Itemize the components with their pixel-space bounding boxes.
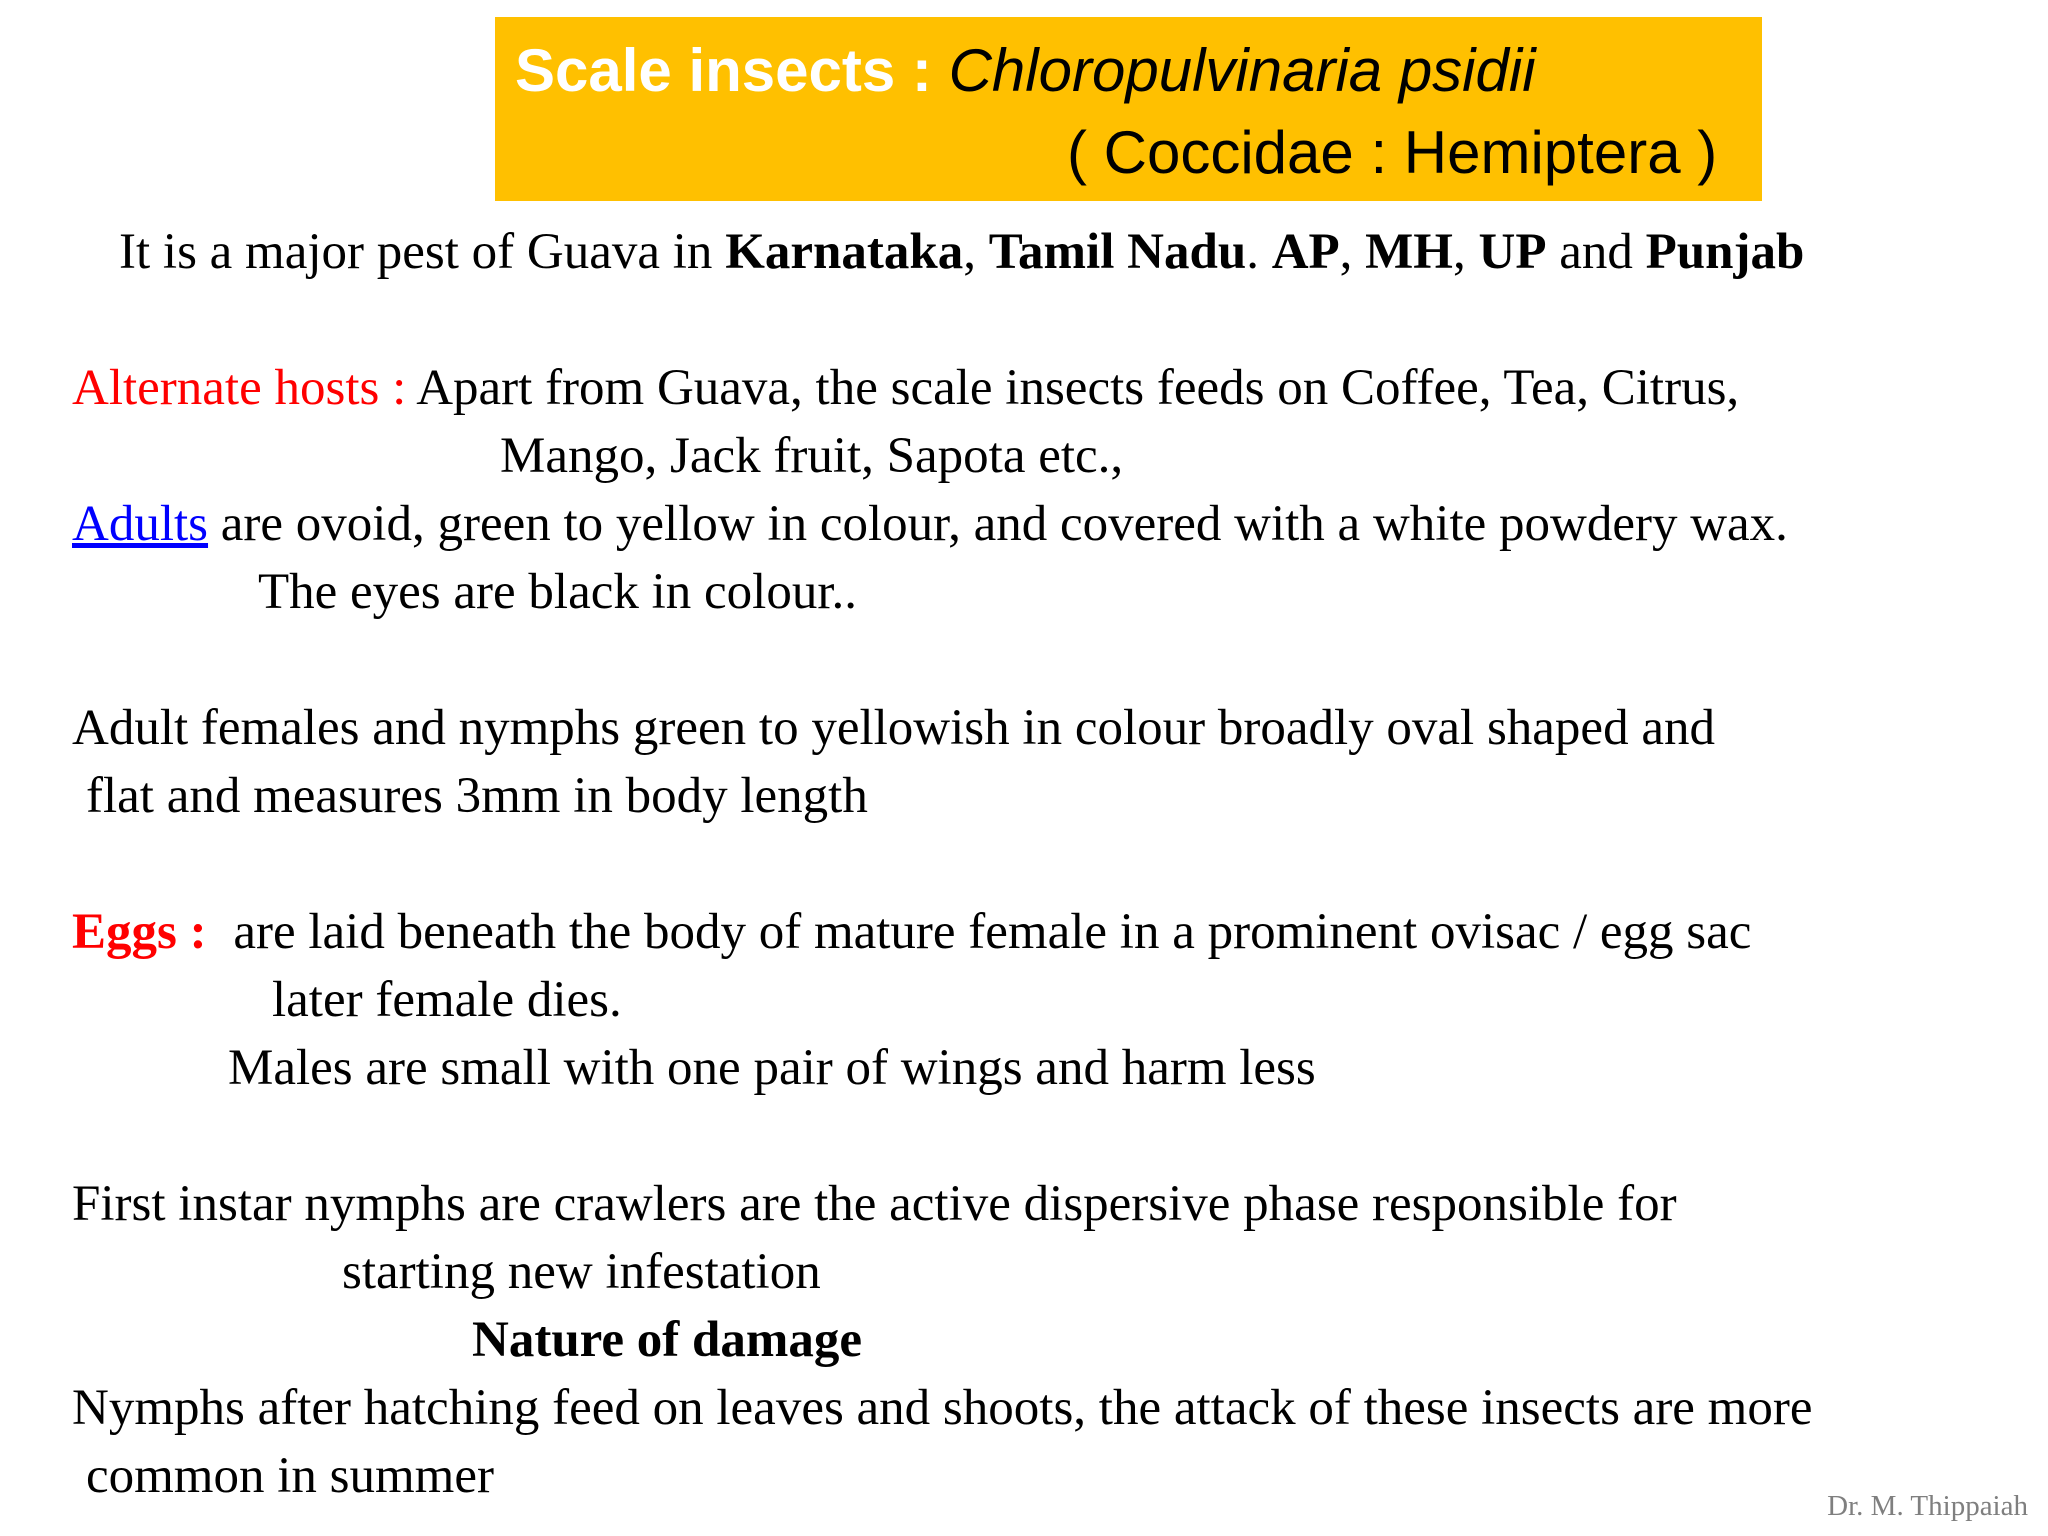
alternate-hosts-line1: Alternate hosts : Apart from Guava, the scale insects feeds on Coffee, Tea, Citrus, — [72, 360, 1740, 416]
intro-line: It is a major pest of Guava in Karnataka, Tamil Nadu. AP, MH, UP and Punjab — [119, 224, 1805, 280]
title-banner — [495, 17, 1762, 201]
state-up: UP — [1478, 224, 1547, 280]
females-line2: flat and measures 3mm in body length — [86, 768, 868, 824]
adults-line1: Adults are ovoid, green to yellow in colour, and covered with a white powdery wax. — [72, 496, 1788, 552]
state-ap: AP — [1271, 224, 1340, 280]
adults-line2: The eyes are black in colour.. — [258, 564, 858, 620]
eggs-line2: later female dies. — [272, 972, 622, 1028]
damage-line1: Nymphs after hatching feed on leaves and shoots, the attack of these insects are more — [72, 1380, 1813, 1436]
alternate-hosts-label: Alternate hosts : — [72, 360, 417, 416]
eggs-line1: Eggs : are laid beneath the body of mature female in a prominent ovisac / egg sac — [72, 904, 1752, 960]
instar-line1: First instar nymphs are crawlers are the active dispersive phase responsible for — [72, 1176, 1677, 1232]
slide-title — [515, 35, 1536, 107]
state-mh: MH — [1365, 224, 1453, 280]
title-label: Scale insects : — [515, 37, 949, 104]
males-line: Males are small with one pair of wings and harm less — [228, 1040, 1316, 1096]
adults-link[interactable]: Adults — [72, 496, 209, 552]
eggs-label: Eggs : — [72, 904, 220, 960]
alternate-hosts-line2: Mango, Jack fruit, Sapota etc., — [500, 428, 1124, 484]
females-line1: Adult females and nymphs green to yellowish in colour broadly oval shaped and — [72, 700, 1715, 756]
author-credit: Dr. M. Thippaiah — [1827, 1490, 2028, 1522]
damage-line2: common in summer — [86, 1448, 494, 1504]
scientific-name: Chloropulvinaria psidii — [948, 37, 1536, 104]
state-karnataka: Karnataka — [725, 224, 964, 280]
state-punjab: Punjab — [1645, 224, 1805, 280]
taxonomy-classification: ( Coccidae : Hemiptera ) — [1067, 119, 1718, 186]
damage-heading: Nature of damage — [472, 1312, 862, 1368]
state-tamil-nadu: Tamil Nadu — [988, 224, 1247, 280]
instar-line2: starting new infestation — [342, 1244, 821, 1300]
